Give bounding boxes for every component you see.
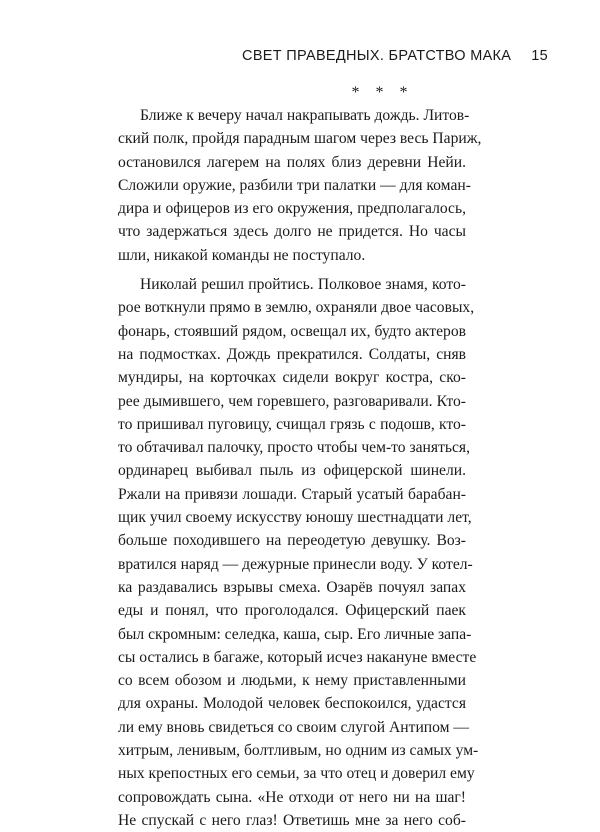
text-line: рее дымившего, чем горевшего, разговаривали. Кто- (118, 392, 466, 410)
text-line: сопровождать сына. «Не отходи от него ни на шаг! (118, 788, 466, 806)
text-line: мундиры, на корточках сидели вокруг костра, ско- (118, 369, 466, 387)
text-line: Ржали на привязи лошади. Старый усатый барабан- (118, 485, 466, 503)
body-text (118, 104, 482, 832)
text-line: ных крепостных его семьи, за что отец и доверил ему (118, 765, 475, 783)
text-line: со всем обозом и людьми, к нему приставленными (118, 672, 466, 690)
running-title: СВЕТ ПРАВЕДНЫХ. БРАТСТВО МАКА (242, 48, 512, 64)
text-line: щик учил своему искусству юношу шестнадцати лет, (118, 509, 472, 527)
text-line: то обтачивал палочку, просто чтобы чем-то заняться, (118, 439, 470, 457)
text-line: ли ему вновь свидеться со своим слугой Антипом — (118, 718, 470, 736)
text-line: был скромным: селедка, каша, сыр. Его личные запа- (118, 625, 472, 643)
text-line: что задержаться здесь долго не придется. Но часы (118, 223, 466, 241)
running-head (242, 48, 548, 64)
page-number: 15 (531, 48, 548, 64)
text-line: Не спускай с него глаз! Ответишь мне за него соб- (118, 811, 466, 829)
text-line: остановился лагерем на полях близ деревни Нейи. (118, 153, 466, 171)
text-line: шли, никакой команды не поступало. (118, 246, 366, 264)
text-line: для охраны. Молодой человек беспокоился, удастся (118, 695, 466, 713)
paragraph (118, 104, 482, 267)
text-line: Николай решил пройтись. Полковое знамя, кото- (140, 276, 466, 294)
text-line: ский полк, пройдя парадным шагом через весь Париж, (118, 130, 482, 148)
section-break-ornament: * * * (351, 84, 414, 101)
text-line: сы остались в багаже, который исчез накануне вместе (118, 648, 477, 666)
paragraph (118, 273, 479, 832)
text-line: хитрым, ленивым, болтливым, но одним из самых ум- (118, 742, 479, 760)
text-line: дира и офицеров из его окружения, предполагалось, (118, 200, 466, 218)
text-line: еды и понял, что проголодался. Офицерский паек (118, 602, 466, 620)
text-line: на подмостках. Дождь прекратился. Солдаты, сняв (118, 345, 466, 363)
text-line: больше походившего на переодетую девушку. Воз- (118, 532, 466, 550)
text-line: ка раздавались взрывы смеха. Озарёв почуял запах (118, 578, 466, 596)
text-line: ординарец выбивал пыль из офицерской шинели. (118, 462, 466, 480)
text-line: рое воткнули прямо в землю, охраняли двое часовых, (118, 299, 475, 317)
text-line: то пришивал пуговицу, счищал грязь с подошв, кто- (118, 415, 466, 433)
text-line: Сложили оружие, разбили три палатки — для коман- (118, 176, 471, 194)
text-line: фонарь, стоявший рядом, освещал их, будто актеров (118, 322, 466, 340)
text-line: вратился наряд — дежурные принесли воду. У котел- (118, 555, 473, 573)
text-line: Ближе к вечеру начал накрапывать дождь. Литов- (140, 107, 470, 124)
